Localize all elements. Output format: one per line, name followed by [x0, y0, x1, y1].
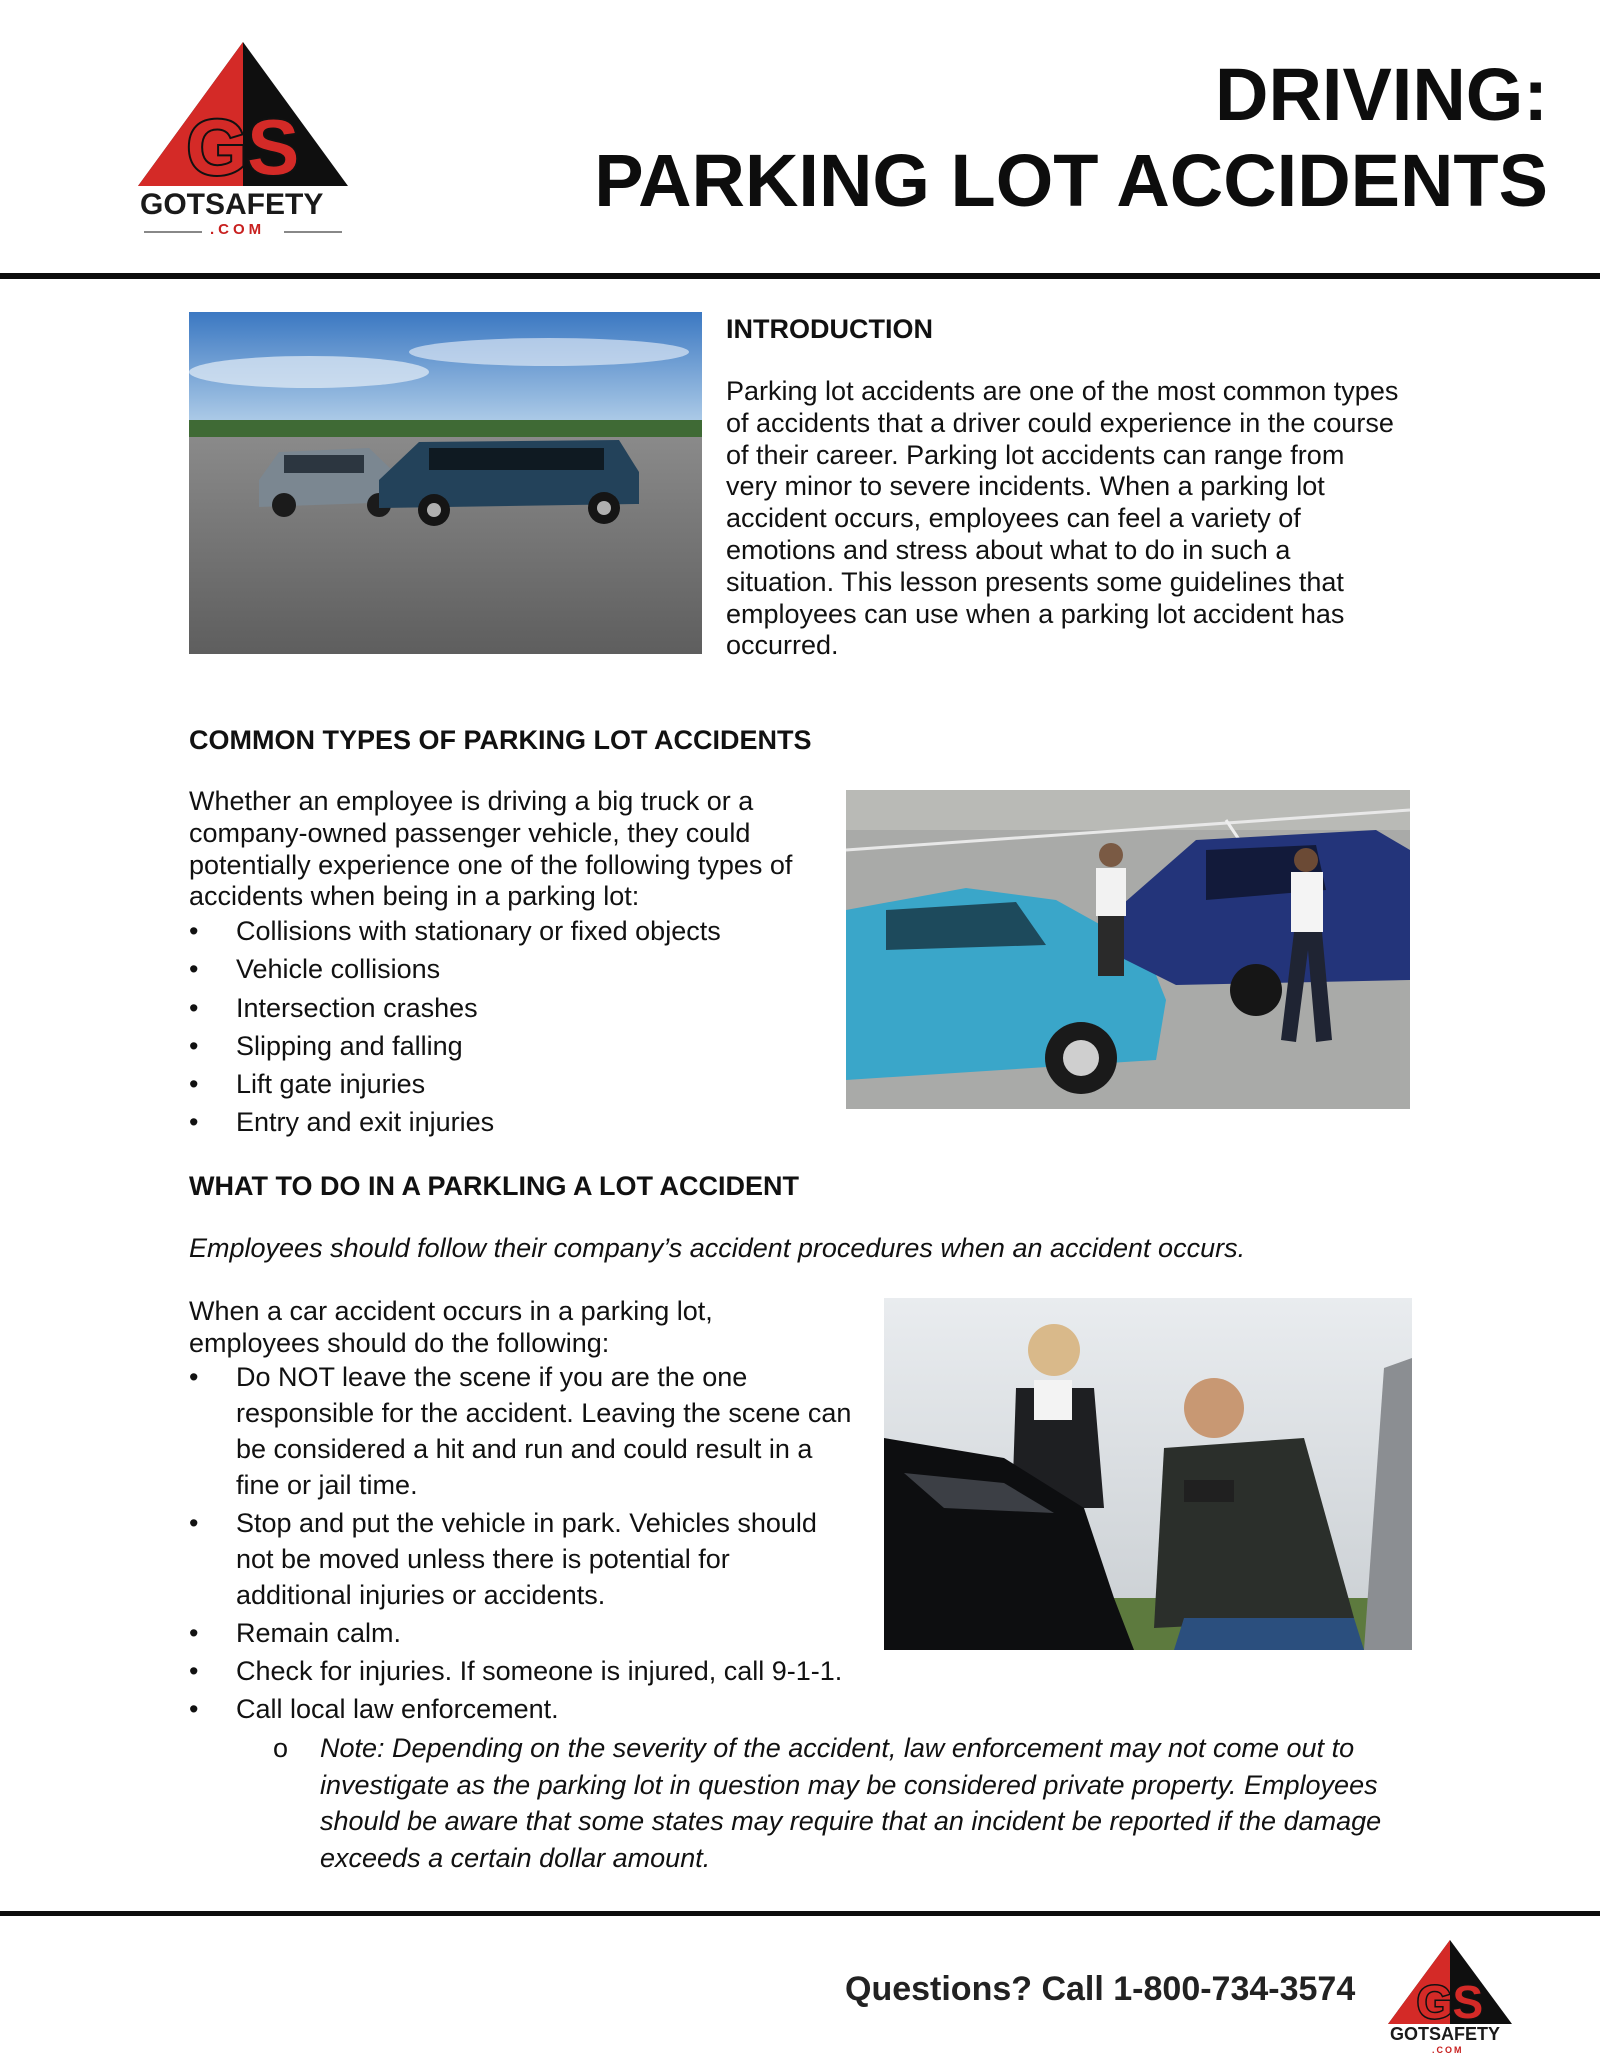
- photo-drivers-arguing: [846, 790, 1410, 1109]
- photo-documenting-damage: [884, 1298, 1412, 1650]
- bullet-line: • Stop and put the vehicle in park. Vehicles should: [236, 1508, 817, 1538]
- whattodo-bullet-list: [189, 1359, 889, 1727]
- bullet-line: • Remain calm.: [236, 1618, 402, 1648]
- intro-line: accident occurs, employees can feel a variety of: [726, 503, 1301, 534]
- logo-rule-left: [144, 231, 202, 233]
- gotsafety-logo-mark-small: [1388, 1940, 1512, 2028]
- subnote-line: should be aware that some states may require that an incident be reported if the damage: [320, 1806, 1382, 1836]
- whattodo-lead: [189, 1296, 829, 1360]
- list-item: [189, 1691, 889, 1727]
- whattodo-lead-line: When a car accident occurs in a parking lot,: [189, 1296, 713, 1326]
- list-item: [189, 1653, 889, 1689]
- footer-logo-initials: GS: [1416, 1976, 1484, 2028]
- subnote-line: Note: Depending on the severity of the accident, law enforcement may not come out to: [320, 1733, 1355, 1763]
- subnote-line: investigate as the parking lot in question may be considered private property. Employees: [320, 1769, 1378, 1800]
- photo-parking-lot-collision: [189, 312, 702, 654]
- footer-logo[interactable]: [1388, 1940, 1512, 2056]
- logo-wordmark: GOTSAFETY: [140, 188, 324, 221]
- logo-initials: GS: [186, 103, 300, 191]
- logo-rule-right: [284, 231, 342, 233]
- list-item: • Slipping and falling: [189, 1027, 829, 1065]
- footer-logo-wordmark: GOTSAFETY: [1390, 2024, 1501, 2044]
- bullet-line: • Check for injuries. If someone is injured, call 9-1-1.: [236, 1656, 843, 1686]
- intro-line: employees can use when a parking lot accident has: [726, 598, 1345, 629]
- intro-line: of accidents that a driver could experience in the course: [726, 407, 1394, 438]
- common-line: potentially experience one of the following types of: [189, 849, 793, 880]
- page-title: [594, 52, 1548, 224]
- list-item: • Intersection crashes: [189, 989, 829, 1027]
- list-item: [189, 1615, 889, 1651]
- list-item: [189, 1359, 889, 1503]
- common-bullet-list: [189, 912, 829, 1142]
- list-item: • Collisions with stationary or fixed objects: [189, 912, 829, 950]
- logo-domain-row: [138, 221, 348, 238]
- subnote-line: exceeds a certain dollar amount.: [320, 1842, 711, 1873]
- logo-domain: .COM: [210, 221, 266, 238]
- common-line: accidents when being in a parking lot:: [189, 881, 640, 912]
- bullet-line: • Do NOT leave the scene if you are the one: [236, 1362, 748, 1392]
- bullet-line: responsible for the accident. Leaving the scene can: [236, 1398, 852, 1428]
- intro-paragraph: [726, 376, 1426, 662]
- intro-line: emotions and stress about what to do in such a: [726, 534, 1291, 565]
- intro-line: of their career. Parking lot accidents can range from: [726, 439, 1345, 470]
- header-divider: [0, 273, 1600, 279]
- bullet-line: additional injuries or accidents.: [236, 1580, 606, 1610]
- footer-divider: [0, 1911, 1600, 1916]
- common-paragraph: [189, 786, 829, 913]
- common-line: Whether an employee is driving a big truck or a: [189, 786, 754, 816]
- whattodo-heading: WHAT TO DO IN A PARKLING A LOT ACCIDENT: [189, 1171, 799, 1201]
- list-item: • Lift gate injuries: [189, 1065, 829, 1103]
- gotsafety-logo-mark: [138, 42, 348, 192]
- intro-line: occurred.: [726, 630, 839, 661]
- header-logo[interactable]: [138, 42, 348, 242]
- page-title-line1: DRIVING:: [1215, 53, 1548, 136]
- bullet-line: not be moved unless there is potential for: [236, 1544, 730, 1574]
- subnote-marker: o: [273, 1733, 289, 1763]
- bullet-line: • Call local law enforcement.: [236, 1694, 559, 1724]
- page-title-line2: PARKING LOT ACCIDENTS: [594, 139, 1548, 222]
- intro-heading: INTRODUCTION: [726, 314, 933, 344]
- whattodo-lead-line: employees should do the following:: [189, 1327, 610, 1358]
- bullet-line: be considered a hit and run and could result in a: [236, 1434, 813, 1464]
- list-item: [189, 1505, 889, 1613]
- list-item: • Entry and exit injuries: [189, 1103, 829, 1141]
- list-item: • Vehicle collisions: [189, 950, 829, 988]
- footer-logo-domain: .COM: [1432, 2045, 1464, 2055]
- common-heading: COMMON TYPES OF PARKING LOT ACCIDENTS: [189, 725, 812, 755]
- intro-line: situation. This lesson presents some guidelines that: [726, 566, 1344, 597]
- common-line: company-owned passenger vehicle, they could: [189, 817, 751, 848]
- intro-line: Parking lot accidents are one of the most common types: [726, 376, 1399, 406]
- whattodo-italic-note: Employees should follow their company’s accident procedures when an accident occurs.: [189, 1233, 1246, 1263]
- footer-questions: Questions? Call 1-800-734-3574: [845, 1970, 1356, 2008]
- bullet-line: fine or jail time.: [236, 1470, 418, 1500]
- whattodo-subnote: [189, 1730, 1580, 1876]
- intro-line: very minor to severe incidents. When a parking lot: [726, 471, 1325, 502]
